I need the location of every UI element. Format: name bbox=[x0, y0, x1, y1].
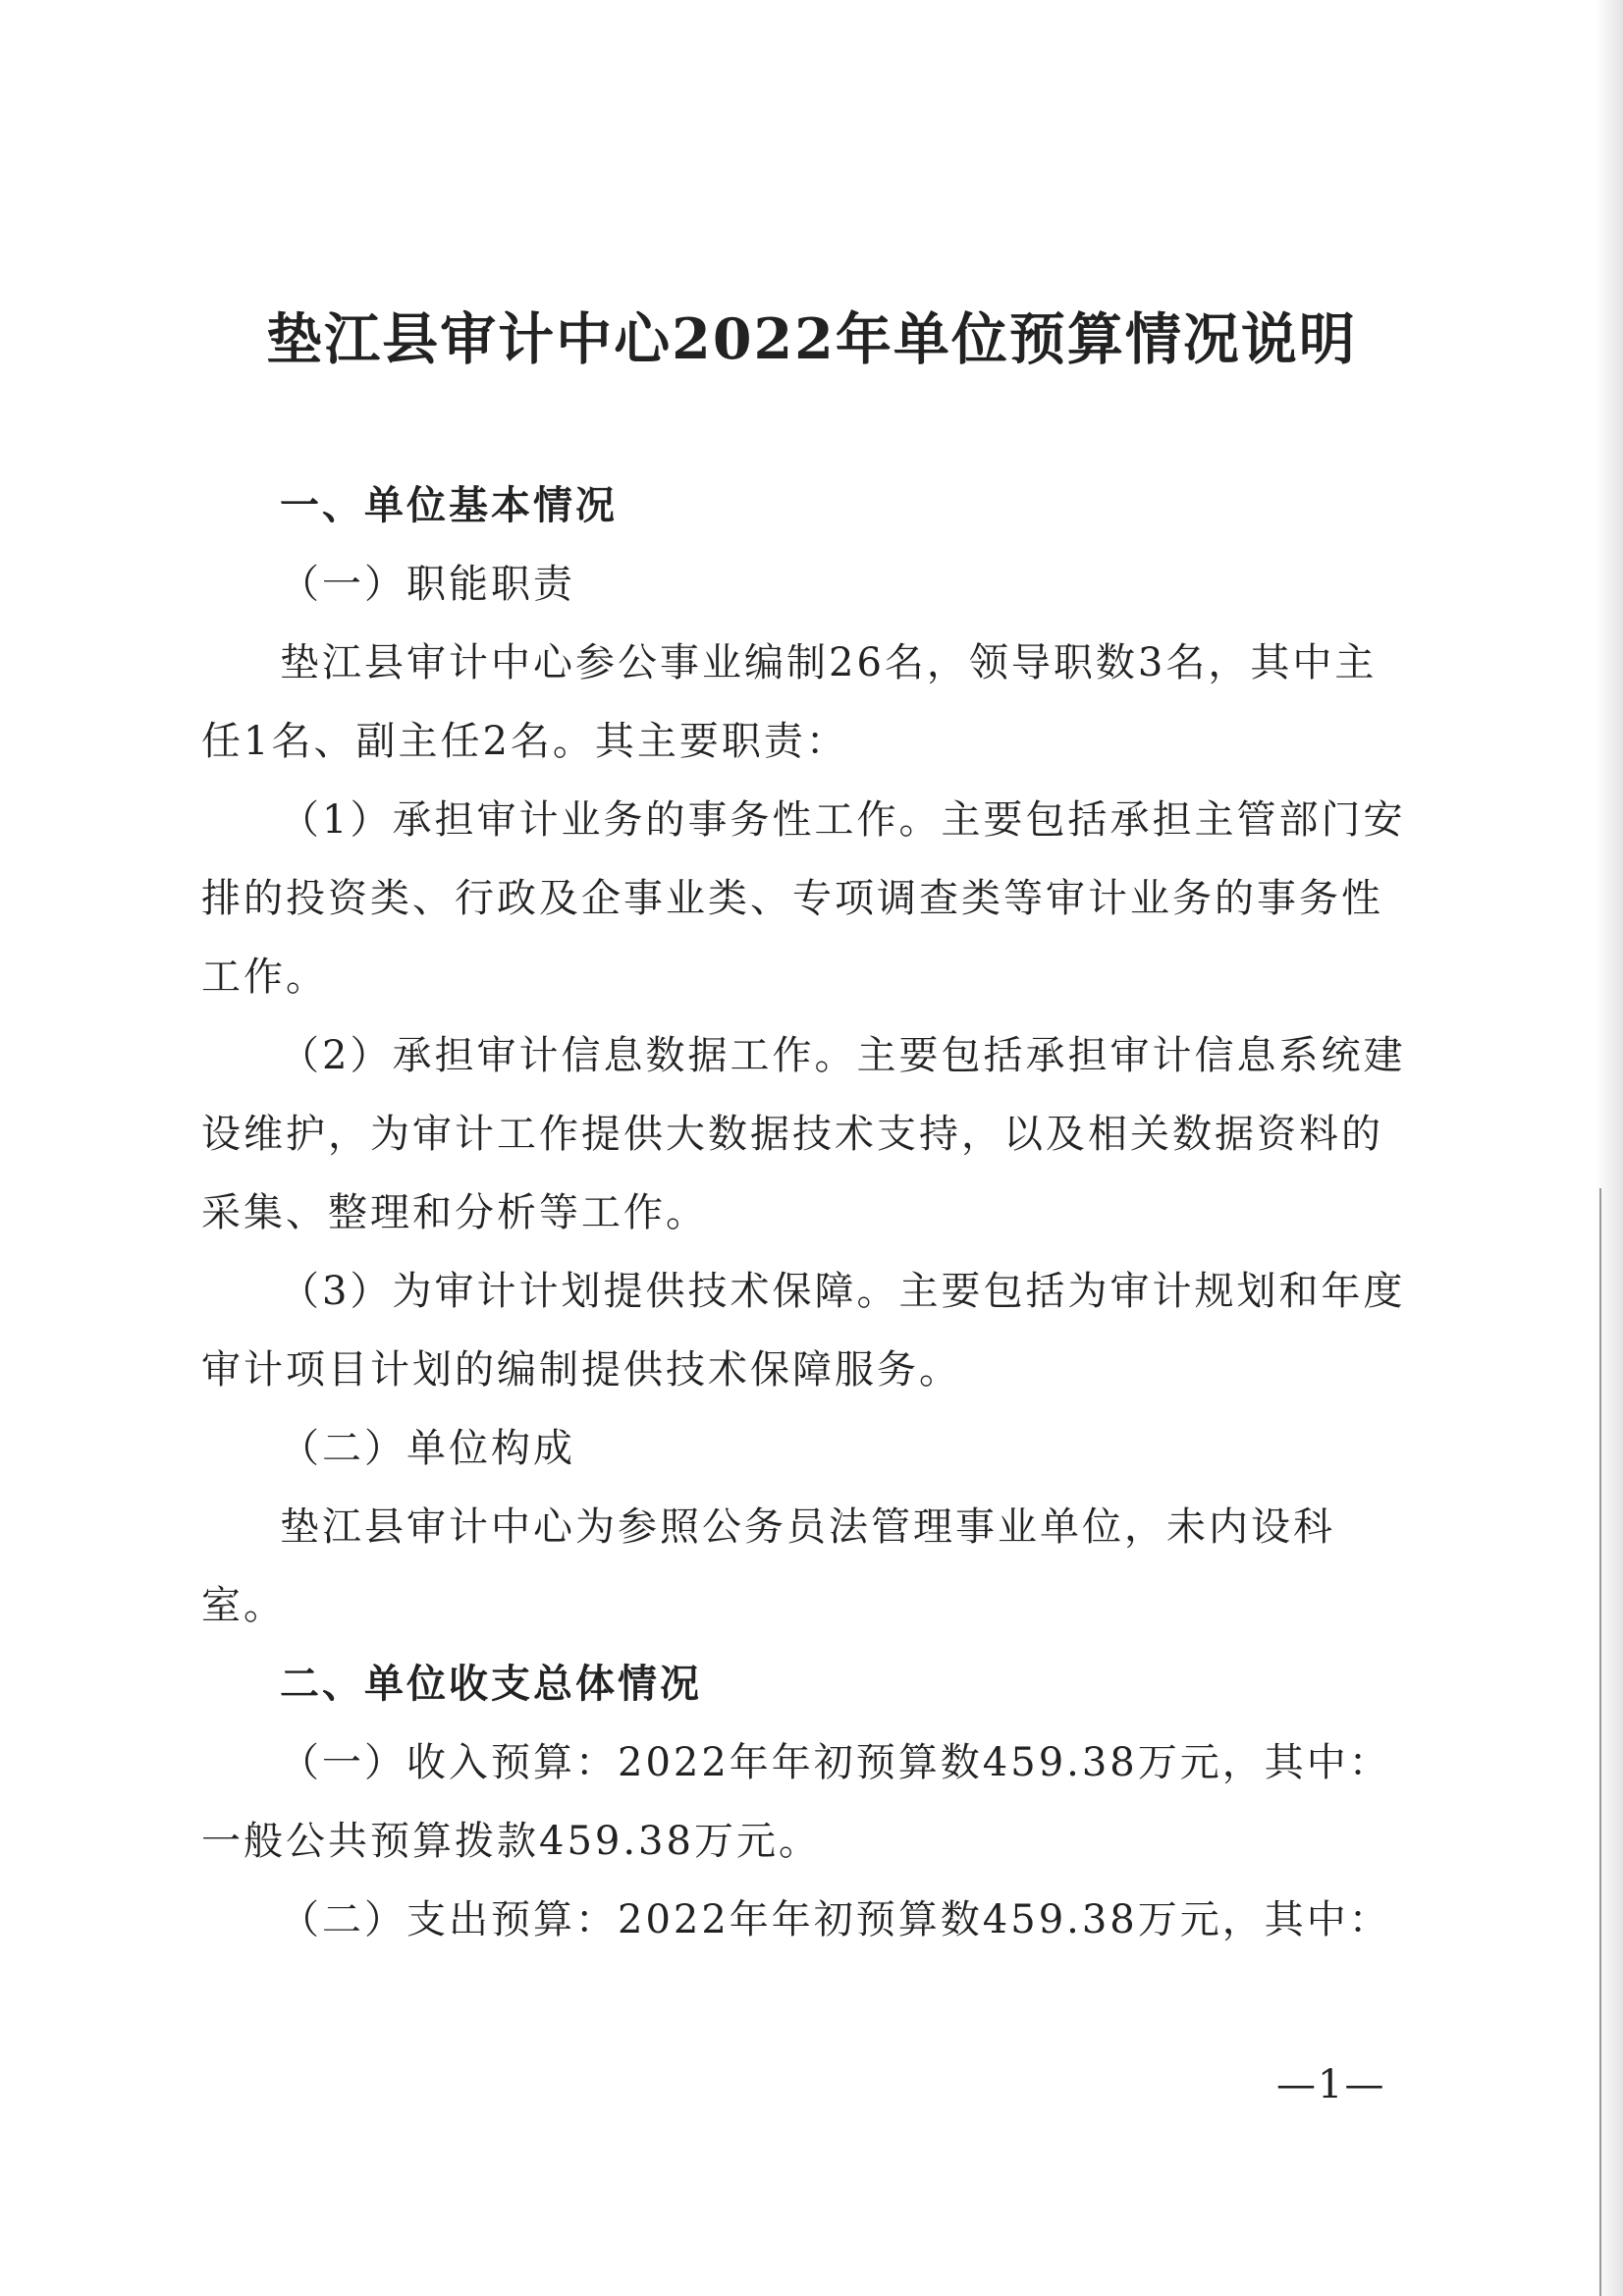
paragraph-staffing: 垫江县审计中心参公事业编制26名，领导职数3名，其中主任1名、副主任2名。其主要职责： bbox=[201, 640, 1378, 764]
subsection-heading-duties: （一）职能职责 bbox=[280, 562, 575, 607]
paragraph-duty-3: （3）为审计计划提供技术保障。主要包括为审计规划和年度审计项目计划的编制提供技术保障服务。 bbox=[201, 1269, 1406, 1393]
paragraph-structure: 垫江县审计中心为参照公务员法管理事业单位，未内设科室。 bbox=[201, 1504, 1335, 1628]
subsection-heading-structure: （二）单位构成 bbox=[280, 1426, 575, 1471]
scan-edge-line bbox=[1599, 1188, 1601, 2296]
section-heading-budget-overview: 二、单位收支总体情况 bbox=[280, 1662, 702, 1707]
section-heading-basic-info: 一、单位基本情况 bbox=[280, 483, 618, 528]
document-title: 垫江县审计中心2022年单位预算情况说明 bbox=[266, 306, 1357, 372]
page-number: —1— bbox=[1276, 2062, 1386, 2107]
document-body bbox=[201, 466, 1409, 1959]
paragraph-expenditure-budget: （二）支出预算：2022年年初预算数459.38万元，其中： bbox=[280, 1897, 1391, 1942]
paragraph-duty-1: （1）承担审计业务的事务性工作。主要包括承担主管部门安排的投资类、行政及企事业类、专项调查类等审计业务的事务性工作。 bbox=[201, 797, 1406, 1000]
paragraph-duty-2: （2）承担审计信息数据工作。主要包括承担审计信息系统建设维护，为审计工作提供大数据技术支持，以及相关数据资料的采集、整理和分析等工作。 bbox=[201, 1033, 1406, 1235]
paragraph-income-budget: （一）收入预算：2022年年初预算数459.38万元，其中：一般公共预算拨款459.38万元。 bbox=[201, 1740, 1391, 1864]
